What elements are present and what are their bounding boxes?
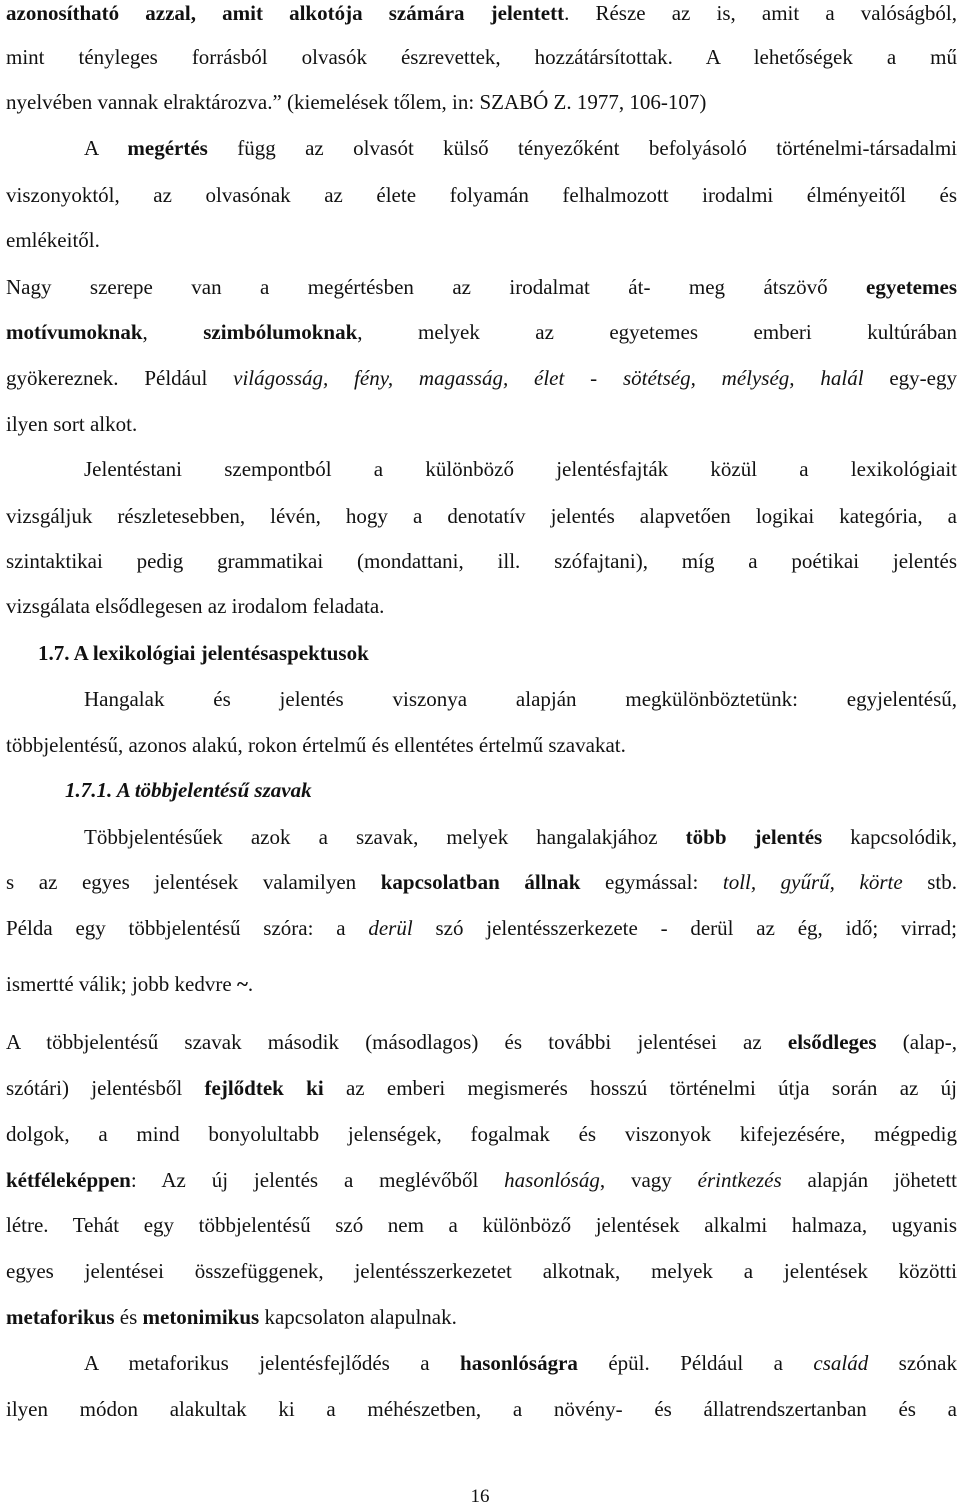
text-run: család: [813, 1351, 869, 1375]
text-run: kétféleképpen: [6, 1168, 131, 1192]
text-run: szintaktikai pedig grammatikai (mondattani, ill. szófajtani), míg a poétikai jelentés: [6, 549, 957, 573]
text-line: [6, 88, 957, 116]
text-run: azonosítható azzal, amit alkotója számára jelentett: [6, 1, 565, 25]
text-run: Példa egy többjelentésű szóra: a: [6, 916, 369, 940]
text-run: mint tényleges forrásból olvasók észrevettek, hozzátársítottak. A lehetőségek a mű: [6, 45, 957, 69]
text-run: egy-egy: [863, 366, 957, 390]
text-run: és: [114, 1305, 143, 1329]
text-line: [6, 592, 957, 620]
text-line: [84, 134, 957, 162]
text-run: ismertté válik; jobb kedvre: [6, 972, 237, 996]
text-run: ~: [236, 972, 248, 996]
text-line: [84, 685, 957, 713]
text-run: : Az új jelentés a meglévőből: [130, 1168, 505, 1192]
text-line: [6, 502, 957, 530]
text-line: [6, 914, 957, 942]
text-run: megértés: [127, 136, 208, 160]
text-run: több jelentés: [685, 825, 823, 849]
subsection-heading: [65, 776, 957, 804]
text-run: A metaforikus jelentésfejlődés a: [84, 1351, 461, 1375]
text-line: [6, 181, 957, 209]
text-run: . Része az is, amit a valóságból,: [564, 1, 957, 25]
page-number: 16: [470, 1486, 490, 1507]
text-run: kapcsolaton alapulnak.: [259, 1305, 457, 1329]
text-run: egymással:: [580, 870, 723, 894]
text-run: vizsgálata elsődlegesen az irodalom feladata.: [6, 594, 385, 618]
text-run: szimbólumoknak: [203, 320, 358, 344]
text-line: [6, 43, 957, 71]
text-line: [6, 318, 957, 346]
text-line: [6, 226, 957, 254]
text-run: 1.7.1. A többjelentésű szavak: [65, 778, 312, 802]
text-line: [6, 1074, 957, 1102]
text-run: Hangalak és jelentés viszonya alapján megkülönböztetünk: egyjelentésű,: [84, 687, 957, 711]
text-run: 1.7. A lexikológiai jelentésaspektusok: [38, 641, 369, 665]
text-run: nyelvében vannak elraktározva.” (kiemelések tőlem, in: SZABÓ Z. 1977, 106-107): [6, 90, 707, 114]
text-run: (alap-,: [876, 1030, 957, 1054]
text-line: [6, 1028, 957, 1056]
text-run: Többjelentésűek azok a szavak, melyek hangalakjához: [84, 825, 686, 849]
text-line: [6, 0, 957, 27]
text-run: gyökereznek. Például: [6, 366, 234, 390]
text-run: egyes jelentései összefüggenek, jelentésszerkezetet alkotnak, melyek a jelentések közötti: [6, 1259, 957, 1283]
text-run: emlékeitől.: [6, 228, 100, 252]
text-run: szónak: [868, 1351, 957, 1375]
section-heading: [38, 639, 957, 667]
text-run: .: [247, 972, 254, 996]
text-run: kapcsolatban állnak: [380, 870, 581, 894]
text-run: hasonlóság: [504, 1168, 600, 1192]
text-line: [6, 868, 957, 896]
text-run: kapcsolódik,: [822, 825, 958, 849]
text-run: metonimikus: [142, 1305, 260, 1329]
text-line: [6, 1166, 957, 1194]
text-run: metaforikus: [6, 1305, 115, 1329]
text-run: hasonlóságra: [460, 1351, 578, 1375]
text-run: dolgok, a mind bonyolultabb jelenségek, fogalmak és viszonyok kifejezésére, mégpedig: [6, 1122, 957, 1146]
text-run: függ az olvasót külső tényezőként befolyásoló történelmi-társadalmi: [207, 136, 957, 160]
text-run: s az egyes jelentések valamilyen: [6, 870, 381, 894]
text-run: érintkezés: [697, 1168, 782, 1192]
text-run: az emberi megismerés hosszú történelmi útja során az új: [323, 1076, 957, 1100]
text-line: [6, 1395, 957, 1423]
text-run: , vagy: [599, 1168, 698, 1192]
text-run: épül. Például a: [577, 1351, 814, 1375]
text-line: [6, 970, 957, 998]
text-run: A: [84, 136, 128, 160]
text-run: ,: [142, 320, 204, 344]
text-run: elsődleges: [787, 1030, 877, 1054]
text-run: , melyek az egyetemes emberi kultúrában: [357, 320, 958, 344]
text-line: [6, 364, 957, 392]
text-run: ilyen sort alkot.: [6, 412, 138, 436]
text-run: fejlődtek ki: [204, 1076, 324, 1100]
text-line: [6, 731, 957, 759]
text-run: stb.: [902, 870, 957, 894]
text-run: motívumoknak: [6, 320, 143, 344]
text-run: többjelentésű, azonos alakú, rokon értelmű és ellentétes értelmű szavakat.: [6, 733, 626, 757]
text-line: [6, 1303, 957, 1331]
text-run: viszonyoktól, az olvasónak az élete folyamán felhalmozott irodalmi élményeitől és: [6, 183, 957, 207]
text-line: [6, 410, 957, 438]
text-line: [6, 1120, 957, 1148]
text-line: [84, 823, 957, 851]
text-run: Jelentéstani szempontból a különböző jelentésfajták közül a lexikológiait: [84, 457, 957, 481]
text-run: szótári) jelentésből: [6, 1076, 205, 1100]
text-run: vizsgáljuk részletesebben, lévén, hogy a denotatív jelentés alapvetően logikai kategória, a: [6, 504, 957, 528]
text-run: A többjelentésű szavak második (másodlagos) és további jelentései az: [6, 1030, 788, 1054]
text-run: alapján jöhetett: [781, 1168, 957, 1192]
text-run: ilyen módon alakultak ki a méhészetben, a növény- és állatrendszertanban és a: [6, 1397, 957, 1421]
text-run: szó jelentésszerkezete - derül az ég, idő; virrad;: [412, 916, 957, 940]
text-run: toll, gyűrű, körte: [722, 870, 903, 894]
text-run: derül: [368, 916, 413, 940]
text-run: létre. Tehát egy többjelentésű szó nem a különböző jelentések alkalmi halmaza, ugyanis: [6, 1213, 957, 1237]
text-line: [6, 1257, 957, 1285]
text-run: Nagy szerepe van a megértésben az irodalmat át- meg átszövő: [6, 275, 867, 299]
text-line: [84, 1349, 957, 1377]
text-line: [6, 273, 957, 301]
text-run: egyetemes: [866, 275, 957, 299]
text-line: [84, 455, 957, 483]
text-run: világosság, fény, magasság, élet - sötétség, mélység, halál: [233, 366, 864, 390]
text-line: [6, 547, 957, 575]
text-line: [6, 1211, 957, 1239]
